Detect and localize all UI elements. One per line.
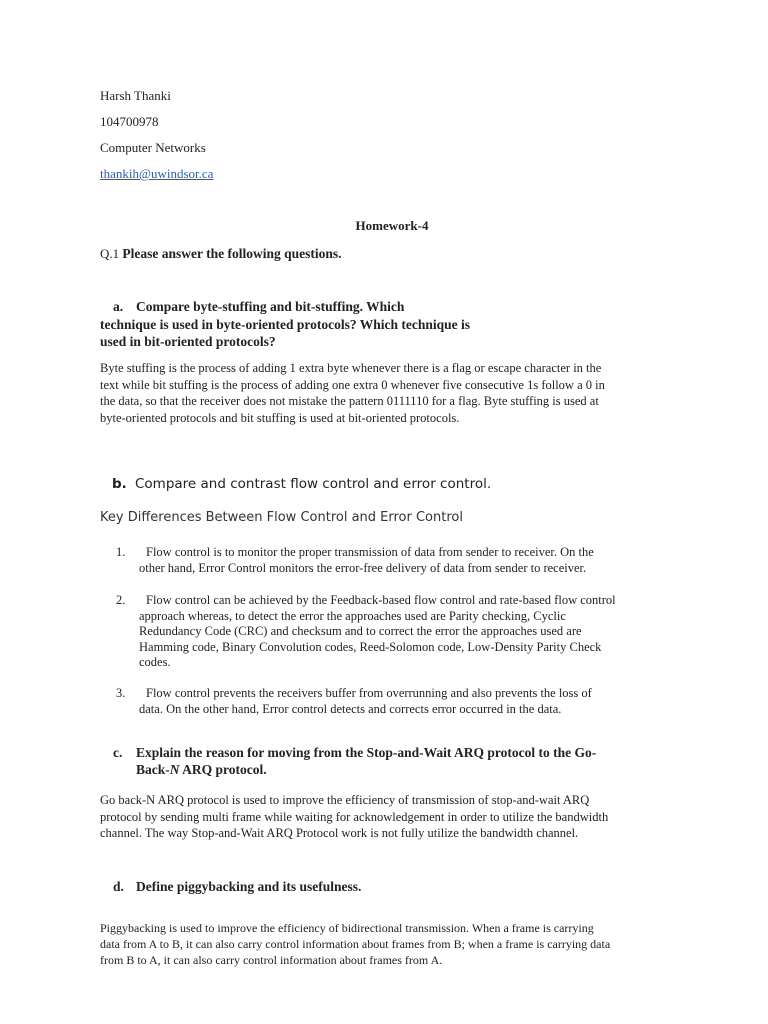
list-item-line: Redundancy Code (CRC) and checksum and to correct the error the approaches used are [139, 624, 582, 638]
answer-c [100, 792, 608, 842]
list-item-line: other hand, Error Control monitors the error-free delivery of data from sender to receiver. [139, 560, 587, 575]
answer-c-line: protocol by sending multi frame while waiting for acknowledgement in order to utilize the bandwidth [100, 809, 609, 824]
list-item [139, 593, 616, 671]
answer-d-line: Piggybacking is used to improve the efficiency of bidirectional transmission. When a frame is carrying [100, 921, 594, 935]
list-item-number: 2. [116, 593, 126, 607]
question-1-text: Please answer the following questions. [122, 246, 342, 261]
question-c-line-2-pre: Back- [136, 762, 170, 777]
question-a-line-1: Compare byte-stuffing and bit-stuffing. Which [136, 299, 405, 314]
question-d-text: Define piggybacking and its usefulness. [136, 879, 362, 894]
question-b-text: Compare and contrast flow control and error control. [135, 476, 492, 492]
student-id: 104700978 [100, 114, 159, 129]
answer-a-line: byte-oriented protocols and bit stuffing is used at bit-oriented protocols. [100, 410, 460, 425]
question-a-line-3: used in bit-oriented protocols? [100, 334, 276, 349]
question-c-line-1: Explain the reason for moving from the Stop-and-Wait ARQ protocol to the Go- [136, 745, 597, 760]
list-item-line: Flow control is to monitor the proper transmission of data from sender to receiver. On the [146, 545, 594, 559]
answer-d-line: data from A to B, it can also carry control information about frames from B; when a frame is carrying data [100, 937, 611, 951]
list-item-number: 3. [116, 686, 126, 700]
question-d-marker: d. [113, 879, 124, 894]
list-item-line: codes. [139, 655, 171, 669]
list-item-line: data. On the other hand, Error control detects and corrects error occurred in the data. [139, 701, 562, 716]
question-c-line-2-italic: N [169, 762, 180, 777]
author-name: Harsh Thanki [100, 88, 171, 103]
question-b-marker: b. [112, 476, 127, 492]
question-a-line-2: technique is used in byte-oriented protocols? Which technique is [100, 317, 471, 332]
answer-a-line: the data, so that the receiver does not mistake the pattern 0111110 for a flag. Byte stuffing is used at [100, 394, 599, 408]
course-name: Computer Networks [100, 140, 206, 155]
list-item-line: Flow control can be achieved by the Feedback-based flow control and rate-based flow control [146, 593, 616, 607]
document-title: Homework-4 [355, 218, 429, 233]
list-item-line: Flow control prevents the receivers buffer from overrunning and also prevents the loss of [146, 686, 592, 700]
list-item [139, 686, 592, 717]
question-a-marker: a. [113, 299, 124, 314]
list-item-line: approach whereas, to detect the error the approaches used are Parity checking, Cyclic [139, 608, 566, 623]
list-item-line: Hamming code, Binary Convolution codes, Reed-Solomon code, Low-Density Parity Check [139, 639, 602, 654]
list-item-number: 1. [116, 545, 126, 559]
email-link[interactable]: thankih@uwindsor.ca [100, 166, 214, 181]
question-c-marker: c. [113, 745, 123, 760]
question-c-line-2 [136, 762, 267, 778]
answer-c-line: channel. The way Stop-and-Wait ARQ Protocol work is not fully utilize the bandwidth channel. [100, 826, 579, 840]
answer-a [100, 360, 605, 426]
list-item [139, 545, 594, 576]
answer-a-line: text while bit stuffing is the process of adding one extra 0 whenever five consecutive 1s follow a 0 in [100, 377, 605, 392]
question-1-heading [100, 246, 342, 262]
question-1-prefix: Q.1 [100, 246, 120, 261]
answer-d-line: from B to A, it can also carry control information about frames from A. [100, 953, 443, 967]
question-c-line-2-post: ARQ protocol. [179, 762, 267, 777]
answer-c-line: Go back-N ARQ protocol is used to improve the efficiency of transmission of stop-and-wait ARQ [100, 793, 590, 807]
key-differences-heading: Key Differences Between Flow Control and Error Control [100, 510, 463, 525]
answer-a-line: Byte stuffing is the process of adding 1 extra byte whenever there is a flag or escape character in the [100, 361, 602, 375]
answer-d [100, 920, 610, 968]
